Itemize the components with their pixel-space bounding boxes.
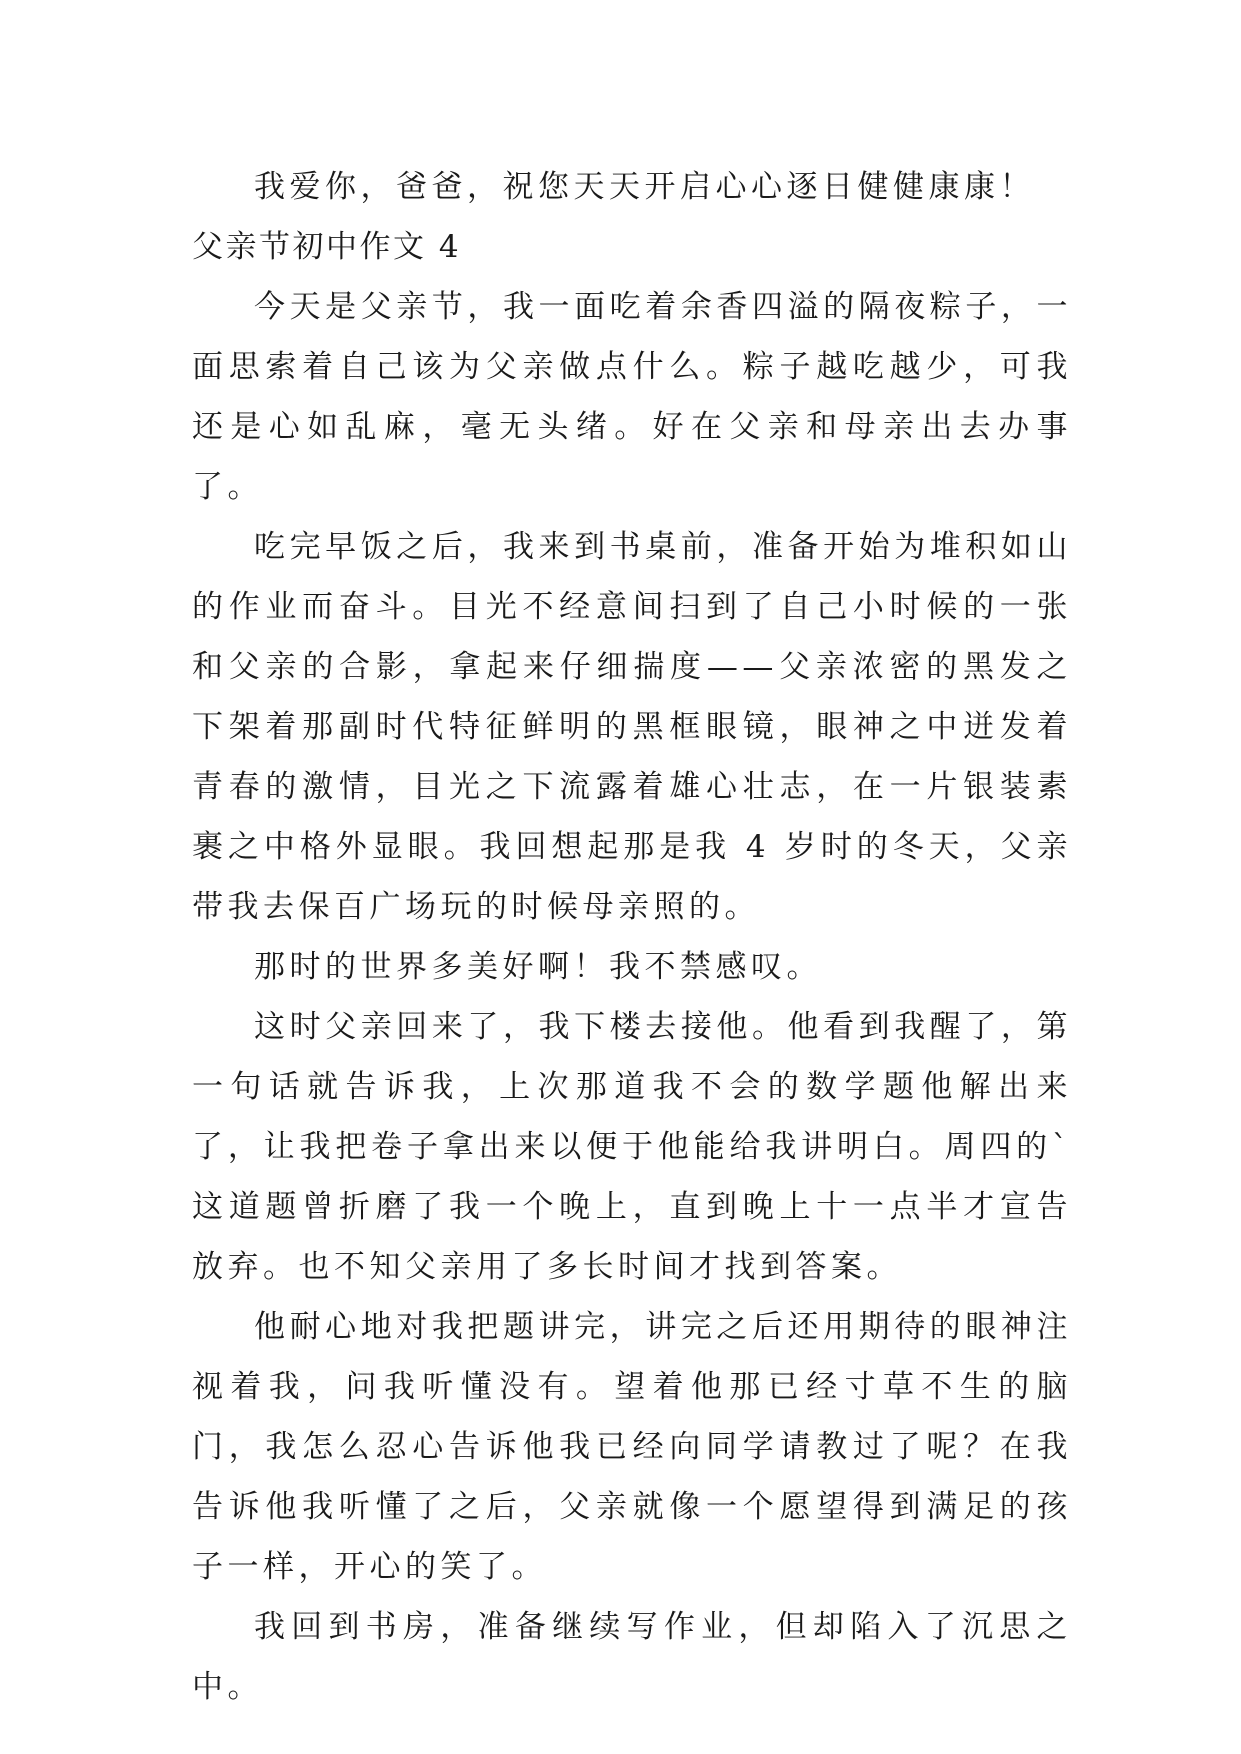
paragraph-old-photo: 吃完早饭之后，我来到书桌前，准备开始为堆积如山的作业而奋斗。目光不经意间扫到了自己小时候的一张和父亲的合影，拿起来仔细揣度——父亲浓密的黑发之下架着那副时代特征鲜明的黑框眼镜，眼神之中迸发着青春的激情，目光之下流露着雄心壮志，在一片银装素裹之中格外显眼。我回想起那是我 4 岁时的冬天，父亲带我去保百广场玩的时候母亲照的。 — [192, 529, 1072, 925]
essay-heading: 父亲节初中作文 4 — [192, 229, 462, 265]
paragraph-sigh: 那时的世界多美好啊！我不禁感叹。 — [254, 949, 822, 985]
paragraph-deep-thought: 我回到书房，准备继续写作业，但却陷入了沉思之中。 — [192, 1609, 1072, 1705]
paragraph-father-returns: 这时父亲回来了，我下楼去接他。他看到我醒了，第一句话就告诉我，上次那道我不会的数学题他解出来了，让我把卷子拿出来以便于他能给我讲明白。周四的`这道题曾折磨了我一个晚上，直到晚上十一点半才宣告放弃。也不知父亲用了多长时间才找到答案。 — [192, 1009, 1072, 1285]
paragraph-fathers-day-morning: 今天是父亲节，我一面吃着余香四溢的隔夜粽子，一面思索着自己该为父亲做点什么。粽子越吃越少，可我还是心如乱麻，毫无头绪。好在父亲和母亲出去办事了。 — [192, 289, 1072, 505]
document-body — [192, 157, 1072, 1717]
paragraph-closing-wish: 我爱你，爸爸，祝您天天开启心心逐日健健康康！ — [254, 169, 1035, 205]
paragraph-explaining-problem: 他耐心地对我把题讲完，讲完之后还用期待的眼神注视着我，问我听懂没有。望着他那已经寸草不生的脑门，我怎么忍心告诉他我已经向同学请教过了呢？在我告诉他我听懂了之后，父亲就像一个愿望得到满足的孩子一样，开心的笑了。 — [192, 1309, 1072, 1585]
